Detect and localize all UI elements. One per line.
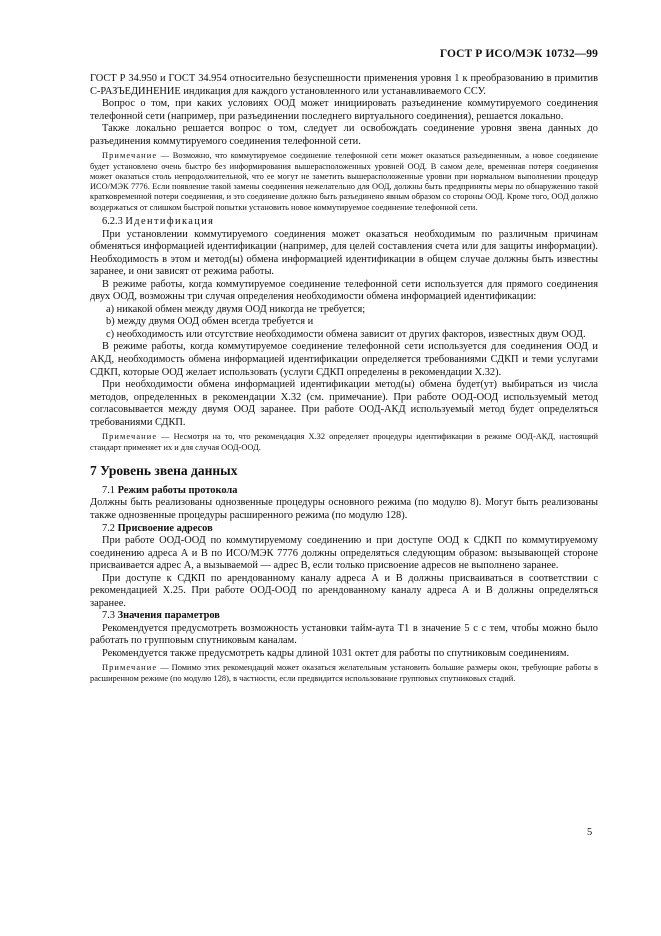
section-number: 7.2 <box>102 522 118 534</box>
list-item: а) никакой обмен между двумя ООД никогда не требуется; <box>106 303 366 315</box>
note <box>90 663 598 684</box>
section-number: 7.1 <box>102 484 118 496</box>
section-number: 6.2.3 <box>102 216 126 228</box>
identification-cases-list <box>90 304 598 342</box>
paragraph: Рекомендуется также предусмотреть кадры длиной 1031 октет для работы по спутниковым соединениям. <box>102 647 570 659</box>
paragraph: При необходимости обмена информацией идентификации метод(ы) обмена будет(ут) выбираться из числа методов, определенных в рекомендации Х.32 (см. примечание). При работе ООД-ООД используемый метод согласовывается между двумя ООД заранее. При работе ООД-АКД используемый метод будет определяться требованиями СДКП. <box>90 379 598 428</box>
note-label: Примечание <box>102 151 158 161</box>
page-header: ГОСТ Р ИСО/МЭК 10732—99 <box>439 48 598 60</box>
section-title: Режим работы протокола <box>117 484 238 496</box>
section-title: Присвоение адресов <box>117 522 213 534</box>
section-number: 7.3 <box>102 610 118 622</box>
paragraph: В режиме работы, когда коммутируемое соединение телефонной сети используется для прямого соединения двух ООД, возможны три случая определения необходимости обмена информацией идентификации: <box>90 278 598 303</box>
note-text: — Несмотря на то, что рекомендация Х.32 определяет процедуры идентификации в режиме ООД-АКД, настоящий стандарт применяет их и для случая ООД-ООД. <box>90 432 598 452</box>
note-text: — Помимо этих рекомендаций может оказаться желательным установить большие размеры окон, требующие работы в расширенном режиме (по модулю 128), в частности, если предвидится использование групповых спутниковых стадий. <box>90 663 598 683</box>
section-heading-7-3 <box>90 610 598 623</box>
note-label: Примечание <box>102 663 158 673</box>
paragraph: При работе ООД-ООД по коммутируемому соединению и при доступе ООД к СДКП по коммутируемому соединению адреса А и В по ИСО/МЭК 7776 должны определяться следующим образом: вызывающей стороне присваивается адрес А, а вызываемой — адрес В, если только присвоение адресов не выполнено заранее. <box>90 535 598 572</box>
paragraph: При доступе к СДКП по арендованному каналу адреса А и В должны присваиваться в соответствии с рекомендацией Х.25. При работе ООД-ООД по арендованному каналу адреса А и В должны определяться заранее. <box>90 572 598 609</box>
note-label: Примечание <box>102 432 158 442</box>
note <box>90 151 598 213</box>
paragraph: В режиме работы, когда коммутируемое соединение телефонной сети используется для соединения ООД и АКД, необходимость обмена информацией идентификации определяется требованиями СДКП и теми услугами СДКП, которые ООД желает использовать (услуги СДКП определены в рекомендации Х.32). <box>90 341 598 378</box>
note-text: — Возможно, что коммутируемое соединение телефонной сети может оказаться разъединенным, а новое соединение будет установлено очень быстро без информирования вышерасположенных уровней ООД. В самом деле, временная потеря соединения может оказаться столь непродолжительной, что ее могут не заметить вышерасположенные уровни при нормальном выполнении процедур ИСО/МЭК 7776. Если появление такой замены соединения нежелательно для ООД, должны быть предприняты меры по обнаружению такой кратковременной потери соединения, и это соединение должно быть разъединено явным образом со стороны ООД. Кроме того, ООД должно воздержаться от слишком быстрой попытки установить новое коммутируемое соединение телефонной сети. <box>90 151 598 212</box>
page-content <box>90 73 598 684</box>
section-heading-7-2 <box>90 523 598 536</box>
list-item: b) между двумя ООД обмен всегда требуется и <box>106 316 314 328</box>
section-title-7: 7 Уровень звена данных <box>90 462 238 478</box>
note <box>90 432 598 453</box>
paragraph: ГОСТ Р 34.950 и ГОСТ 34.954 относительно безуспешности применения уровня 1 к преобразованию в примитив С-РАЗЪЕДИНЕНИЕ индикация для каждого установленного или устанавливаемого ССУ. <box>90 73 598 97</box>
page-number: 5 <box>587 827 593 838</box>
paragraph: Также локально решается вопрос о том, следует ли освобождать соединение уровня звена данных до разъединения коммутируемого соединения телефонной сети. <box>90 123 598 147</box>
section-title: Значения параметров <box>117 610 220 622</box>
section-heading-6-2-3 <box>90 216 598 229</box>
paragraph: При установлении коммутируемого соединения может оказаться необходимым по различным причинам обменяться информацией идентификации (например, для целей составления счета или для защиты информации). Необходимость в этом и метод(ы) обмена информацией идентификации в общем случае должны быть известны заранее, и они зависят от режима работы. <box>90 228 598 278</box>
paragraph: Вопрос о том, при каких условиях ООД может инициировать разъединение коммутируемого соединения телефонной сети (например, при разъединении последнего виртуального соединения), решается локально. <box>90 98 598 122</box>
section-heading-7-1 <box>90 485 598 498</box>
paragraph: Рекомендуется предусмотреть возможность установки тайм-аута Т1 в значение 5 с с тем, чтобы можно было работать по групповым спутниковым каналам. <box>90 622 598 647</box>
list-item: c) необходимость или отсутствие необходимости обмена зависит от других факторов, известных двум ООД. <box>106 328 586 340</box>
paragraph: Должны быть реализованы однозвенные процедуры основного режима (по модулю 8). Могут быть реализованы также однозвенные процедуры расширенного режима (по модулю 128). <box>90 497 598 521</box>
section-title: Идентификация <box>125 216 215 228</box>
